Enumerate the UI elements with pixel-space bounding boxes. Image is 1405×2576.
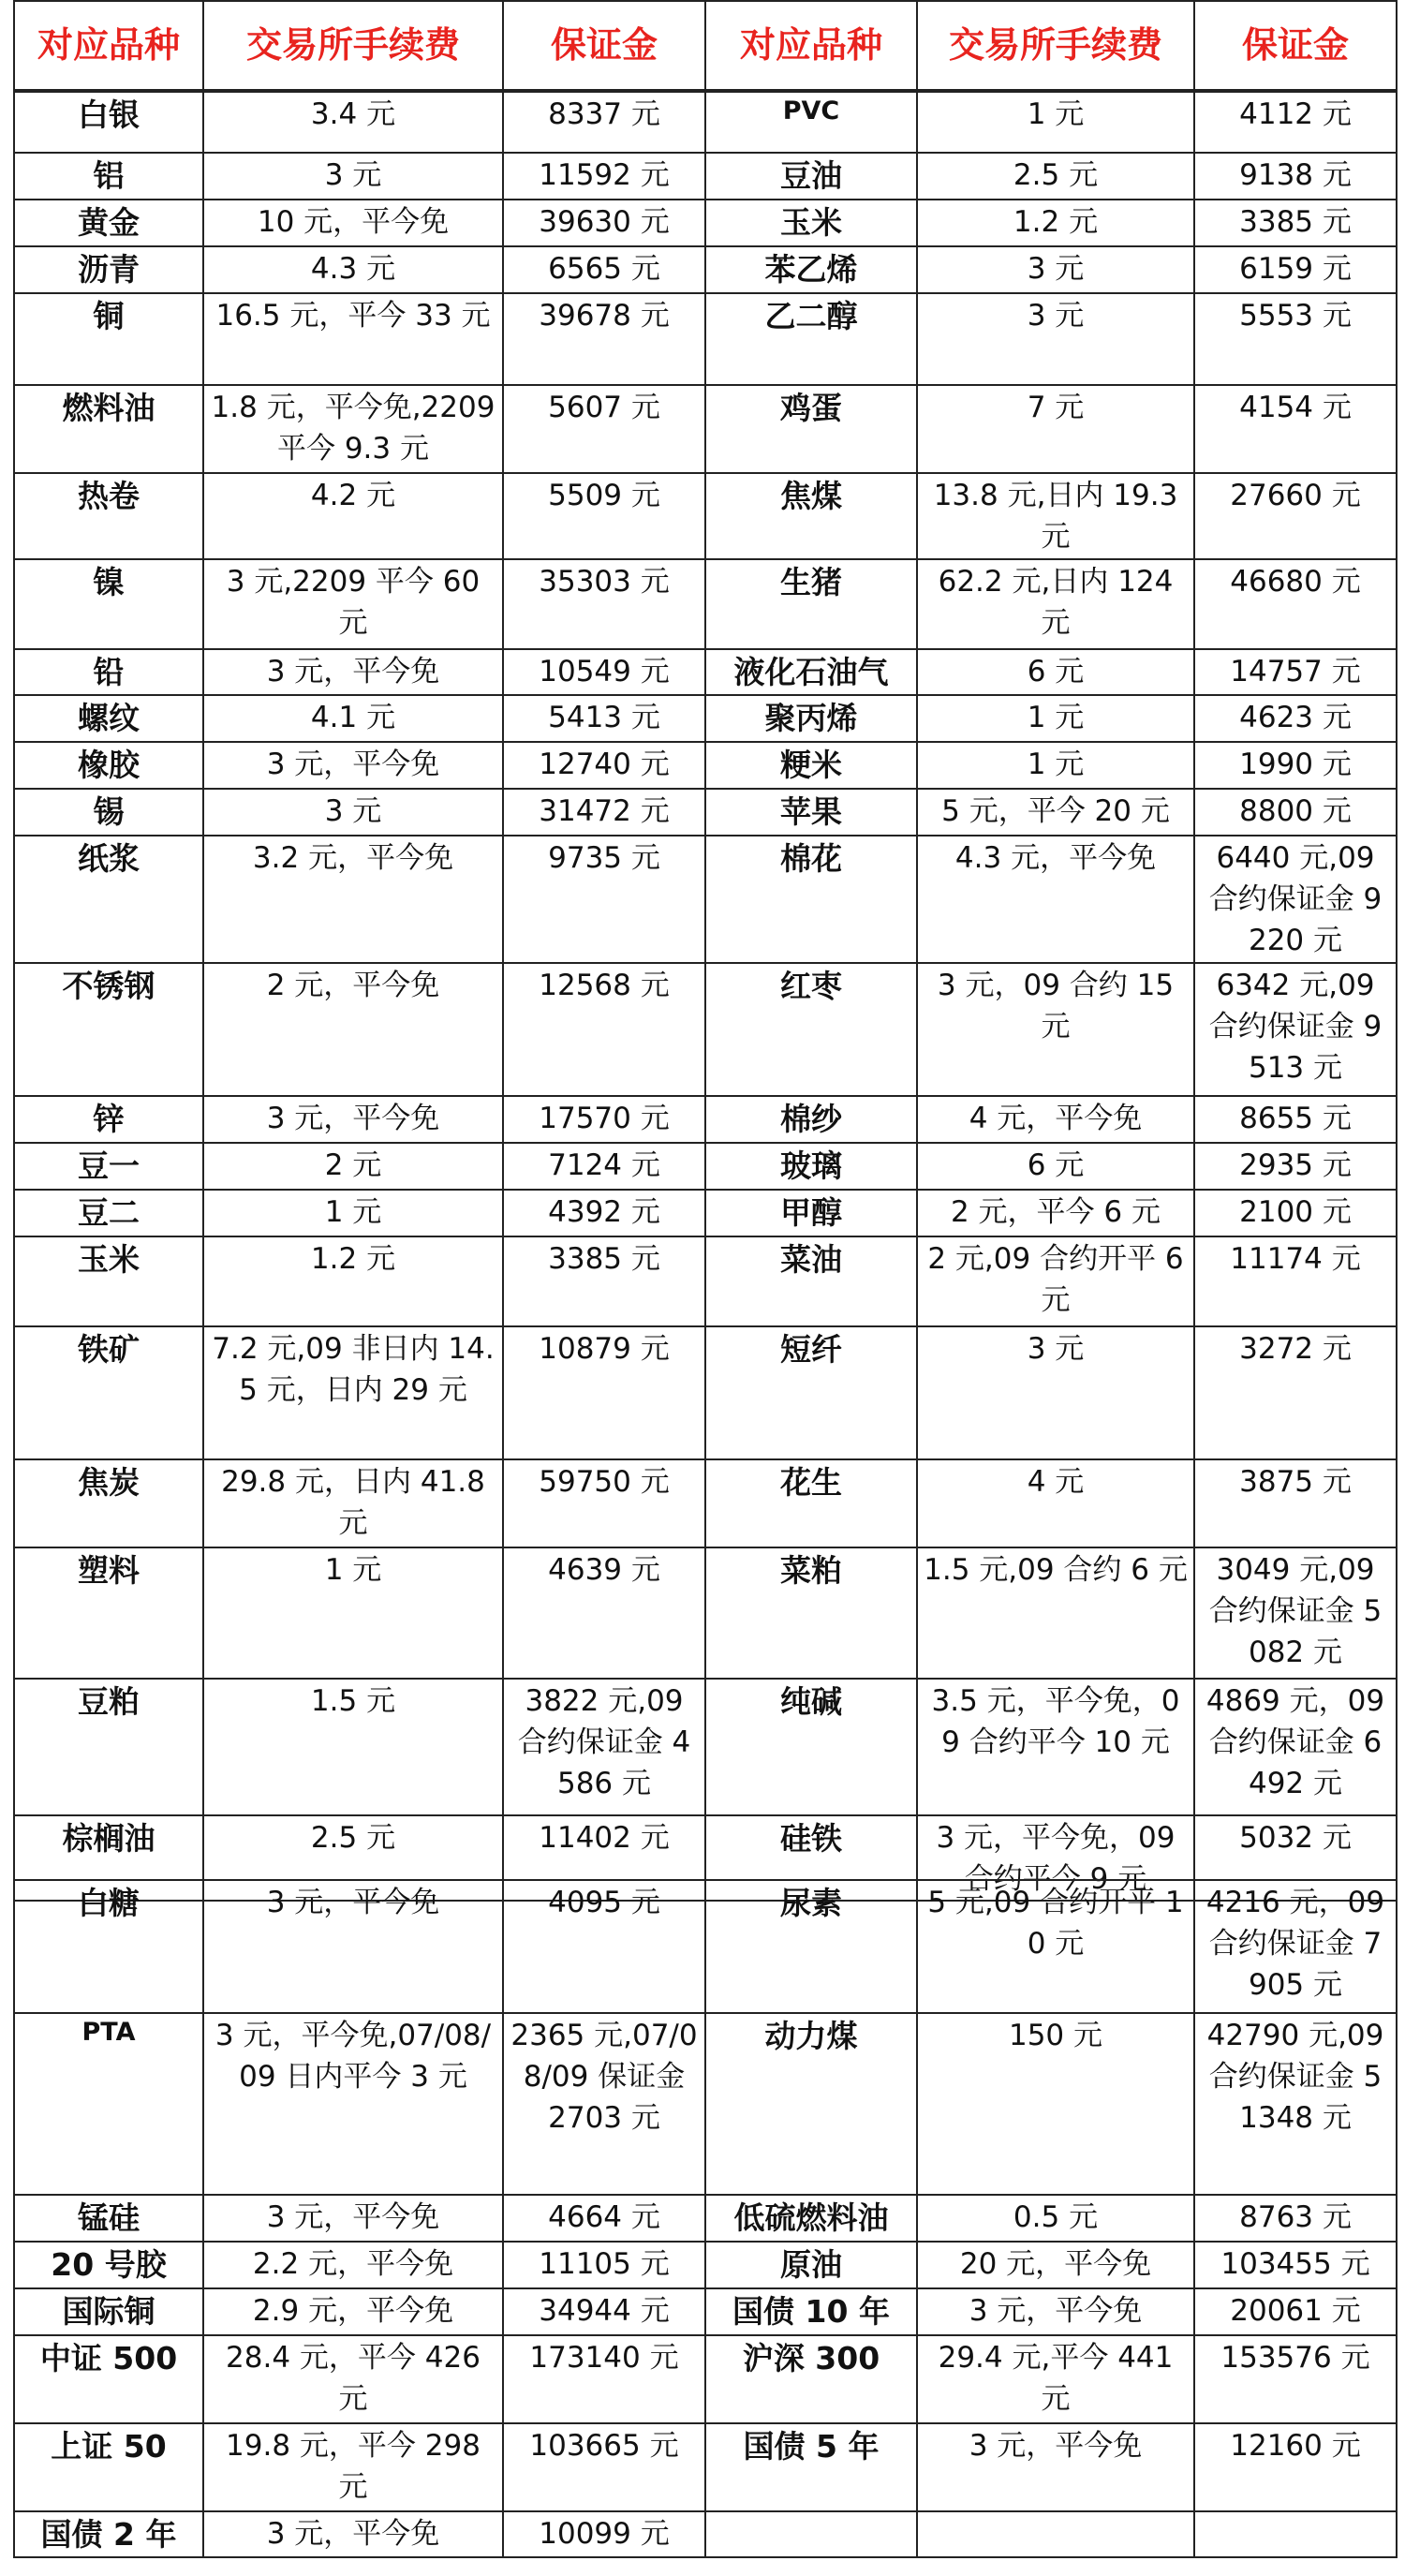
exchange-fee-cell: 5 元,09 合约开平 10 元 <box>917 1880 1194 2013</box>
product-name-cell: 菜油 <box>705 1236 917 1326</box>
margin-cell: 8763 元 <box>1194 2195 1397 2242</box>
table-row <box>14 836 1397 963</box>
margin-cell: 4095 元 <box>503 1880 705 2013</box>
margin-cell: 2935 元 <box>1194 1143 1397 1190</box>
exchange-fee-cell: 20 元，平今免 <box>917 2242 1194 2288</box>
table-row <box>14 1326 1397 1459</box>
table-row <box>14 293 1397 385</box>
exchange-fee-cell: 1 元 <box>203 1190 503 1236</box>
margin-cell: 8655 元 <box>1194 1096 1397 1143</box>
product-name-cell: 棉纱 <box>705 1096 917 1143</box>
product-name-cell: 豆粕 <box>14 1679 203 1815</box>
table-row <box>14 2335 1397 2423</box>
product-name-cell: 沥青 <box>14 246 203 293</box>
exchange-fee-cell: 3 元，平今免 <box>917 2288 1194 2335</box>
table-row <box>14 473 1397 559</box>
margin-cell: 39678 元 <box>503 293 705 385</box>
product-name-cell: 动力煤 <box>705 2013 917 2195</box>
margin-cell: 7124 元 <box>503 1143 705 1190</box>
margin-cell: 6342 元,09 合约保证金 9513 元 <box>1194 963 1397 1096</box>
product-name-cell: 黄金 <box>14 200 203 246</box>
fee-margin-table-part1 <box>13 0 1398 1902</box>
product-name-cell: 苹果 <box>705 789 917 836</box>
margin-cell: 4154 元 <box>1194 385 1397 473</box>
margin-cell: 12740 元 <box>503 742 705 789</box>
margin-cell: 5032 元 <box>1194 1815 1397 1901</box>
margin-cell: 11402 元 <box>503 1815 705 1901</box>
exchange-fee-cell: 3 元，平今免 <box>203 2195 503 2242</box>
margin-cell: 5607 元 <box>503 385 705 473</box>
exchange-fee-cell: 3 元，平今免,07/08/09 日内平今 3 元 <box>203 2013 503 2195</box>
table-row <box>14 2013 1397 2195</box>
product-name-cell: 液化石油气 <box>705 649 917 696</box>
margin-cell: 14757 元 <box>1194 649 1397 696</box>
product-name-cell: 铝 <box>14 153 203 200</box>
margin-cell <box>1194 2511 1397 2558</box>
product-name-cell: 甲醇 <box>705 1190 917 1236</box>
margin-cell: 9735 元 <box>503 836 705 963</box>
product-name-cell: 塑料 <box>14 1547 203 1679</box>
fee-margin-table-part2 <box>13 1879 1398 2558</box>
header-product: 对应品种 <box>14 1 203 91</box>
header-margin: 保证金 <box>503 1 705 91</box>
product-name-cell: 燃料油 <box>14 385 203 473</box>
exchange-fee-cell: 1.2 元 <box>917 200 1194 246</box>
table-row <box>14 2242 1397 2288</box>
margin-cell: 173140 元 <box>503 2335 705 2423</box>
exchange-fee-cell: 3.5 元，平今免，09 合约平今 10 元 <box>917 1679 1194 1815</box>
exchange-fee-cell: 3.2 元，平今免 <box>203 836 503 963</box>
margin-cell: 31472 元 <box>503 789 705 836</box>
exchange-fee-cell: 3 元 <box>203 789 503 836</box>
product-name-cell: 玉米 <box>14 1236 203 1326</box>
margin-cell: 3049 元,09 合约保证金 5082 元 <box>1194 1547 1397 1679</box>
product-name-cell: 上证 50 <box>14 2423 203 2511</box>
exchange-fee-cell: 28.4 元，平今 426 元 <box>203 2335 503 2423</box>
margin-cell: 8800 元 <box>1194 789 1397 836</box>
margin-cell: 3385 元 <box>1194 200 1397 246</box>
margin-cell: 17570 元 <box>503 1096 705 1143</box>
exchange-fee-cell: 1.5 元,09 合约 6 元 <box>917 1547 1194 1679</box>
table-body <box>14 91 1397 1901</box>
product-name-cell: 锰硅 <box>14 2195 203 2242</box>
table-row <box>14 789 1397 836</box>
exchange-fee-cell: 3 元 <box>917 1326 1194 1459</box>
exchange-fee-cell <box>917 2511 1194 2558</box>
margin-cell: 11592 元 <box>503 153 705 200</box>
exchange-fee-cell: 1 元 <box>917 91 1194 153</box>
product-name-cell: PTA <box>14 2013 203 2195</box>
exchange-fee-cell: 1 元 <box>917 742 1194 789</box>
margin-cell: 8337 元 <box>503 91 705 153</box>
exchange-fee-cell: 3 元，平今免，09 合约平今 9 元 <box>917 1815 1194 1901</box>
exchange-fee-cell: 2 元,09 合约开平 6 元 <box>917 1236 1194 1326</box>
margin-cell: 20061 元 <box>1194 2288 1397 2335</box>
margin-cell: 4664 元 <box>503 2195 705 2242</box>
exchange-fee-cell: 5 元，平今 20 元 <box>917 789 1194 836</box>
product-name-cell: 菜粕 <box>705 1547 917 1679</box>
margin-cell: 103665 元 <box>503 2423 705 2511</box>
exchange-fee-cell: 3 元，平今免 <box>203 1880 503 2013</box>
table-row <box>14 246 1397 293</box>
product-name-cell: 不锈钢 <box>14 963 203 1096</box>
exchange-fee-cell: 3 元 <box>203 153 503 200</box>
table-body <box>14 1880 1397 2557</box>
product-name-cell: 花生 <box>705 1459 917 1547</box>
table-row <box>14 1236 1397 1326</box>
exchange-fee-cell: 2 元，平今 6 元 <box>917 1190 1194 1236</box>
table-row <box>14 385 1397 473</box>
exchange-fee-cell: 6 元 <box>917 649 1194 696</box>
margin-cell: 9138 元 <box>1194 153 1397 200</box>
margin-cell: 2100 元 <box>1194 1190 1397 1236</box>
margin-cell: 12568 元 <box>503 963 705 1096</box>
table-row <box>14 695 1397 742</box>
exchange-fee-cell: 29.8 元，日内 41.8 元 <box>203 1459 503 1547</box>
table-row <box>14 1880 1397 2013</box>
margin-cell: 4216 元，09 合约保证金 7905 元 <box>1194 1880 1397 2013</box>
product-name-cell: 豆一 <box>14 1143 203 1190</box>
margin-cell: 153576 元 <box>1194 2335 1397 2423</box>
product-name-cell: 国债 10 年 <box>705 2288 917 2335</box>
header-exchange-fee: 交易所手续费 <box>203 1 503 91</box>
exchange-fee-cell: 13.8 元,日内 19.3 元 <box>917 473 1194 559</box>
product-name-cell: 纯碱 <box>705 1679 917 1815</box>
table-row <box>14 2288 1397 2335</box>
exchange-fee-cell: 150 元 <box>917 2013 1194 2195</box>
exchange-fee-cell: 1 元 <box>203 1547 503 1679</box>
table-row <box>14 1096 1397 1143</box>
product-name-cell: 乙二醇 <box>705 293 917 385</box>
product-name-cell: 原油 <box>705 2242 917 2288</box>
exchange-fee-cell: 10 元，平今免 <box>203 200 503 246</box>
exchange-fee-cell: 2.2 元，平今免 <box>203 2242 503 2288</box>
margin-cell: 6565 元 <box>503 246 705 293</box>
margin-cell: 42790 元,09 合约保证金 51348 元 <box>1194 2013 1397 2195</box>
exchange-fee-cell: 2 元 <box>203 1143 503 1190</box>
product-name-cell <box>705 2511 917 2558</box>
product-name-cell: 玻璃 <box>705 1143 917 1190</box>
exchange-fee-cell: 2.5 元 <box>917 153 1194 200</box>
margin-cell: 3875 元 <box>1194 1459 1397 1547</box>
margin-cell: 59750 元 <box>503 1459 705 1547</box>
margin-cell: 3822 元,09 合约保证金 4586 元 <box>503 1679 705 1815</box>
exchange-fee-cell: 29.4 元,平今 441 元 <box>917 2335 1194 2423</box>
product-name-cell: 国际铜 <box>14 2288 203 2335</box>
margin-cell: 4392 元 <box>503 1190 705 1236</box>
product-name-cell: 豆油 <box>705 153 917 200</box>
table-row <box>14 2195 1397 2242</box>
table-row <box>14 1679 1397 1815</box>
exchange-fee-cell: 2.5 元 <box>203 1815 503 1901</box>
margin-cell: 103455 元 <box>1194 2242 1397 2288</box>
product-name-cell: 白银 <box>14 91 203 153</box>
exchange-fee-cell: 1.2 元 <box>203 1236 503 1326</box>
margin-cell: 5413 元 <box>503 695 705 742</box>
margin-cell: 27660 元 <box>1194 473 1397 559</box>
margin-cell: 35303 元 <box>503 559 705 649</box>
table-row <box>14 963 1397 1096</box>
margin-cell: 10879 元 <box>503 1326 705 1459</box>
table-row <box>14 1190 1397 1236</box>
product-name-cell: 国债 2 年 <box>14 2511 203 2558</box>
exchange-fee-cell: 3 元，平今免 <box>203 742 503 789</box>
margin-cell: 39630 元 <box>503 200 705 246</box>
exchange-fee-cell: 3.4 元 <box>203 91 503 153</box>
margin-cell: 34944 元 <box>503 2288 705 2335</box>
margin-cell: 4869 元，09 合约保证金 6492 元 <box>1194 1679 1397 1815</box>
exchange-fee-cell: 7.2 元,09 非日内 14.5 元，日内 29 元 <box>203 1326 503 1459</box>
product-name-cell: 红枣 <box>705 963 917 1096</box>
exchange-fee-cell: 2.9 元，平今免 <box>203 2288 503 2335</box>
margin-cell: 1990 元 <box>1194 742 1397 789</box>
margin-cell: 4639 元 <box>503 1547 705 1679</box>
header-product: 对应品种 <box>705 1 917 91</box>
exchange-fee-cell: 4.3 元，平今免 <box>917 836 1194 963</box>
product-name-cell: 粳米 <box>705 742 917 789</box>
exchange-fee-cell: 3 元 <box>917 246 1194 293</box>
margin-cell: 3272 元 <box>1194 1326 1397 1459</box>
margin-cell: 5553 元 <box>1194 293 1397 385</box>
exchange-fee-cell: 3 元，平今免 <box>203 649 503 696</box>
product-name-cell: 热卷 <box>14 473 203 559</box>
product-name-cell: 玉米 <box>705 200 917 246</box>
exchange-fee-cell: 6 元 <box>917 1143 1194 1190</box>
product-name-cell: 锡 <box>14 789 203 836</box>
table-row <box>14 2423 1397 2511</box>
product-name-cell: 生猪 <box>705 559 917 649</box>
header-row <box>14 1 1397 91</box>
exchange-fee-cell: 3 元，09 合约 15 元 <box>917 963 1194 1096</box>
product-name-cell: 硅铁 <box>705 1815 917 1901</box>
product-name-cell: 铅 <box>14 649 203 696</box>
product-name-cell: 尿素 <box>705 1880 917 2013</box>
table-row <box>14 559 1397 649</box>
table-row <box>14 1143 1397 1190</box>
table-row <box>14 2511 1397 2558</box>
product-name-cell: 镍 <box>14 559 203 649</box>
product-name-cell: 纸浆 <box>14 836 203 963</box>
exchange-fee-cell: 3 元,2209 平今 60 元 <box>203 559 503 649</box>
exchange-fee-cell: 2 元，平今免 <box>203 963 503 1096</box>
exchange-fee-cell: 62.2 元,日内 124 元 <box>917 559 1194 649</box>
exchange-fee-cell: 3 元，平今免 <box>203 1096 503 1143</box>
exchange-fee-cell: 4.2 元 <box>203 473 503 559</box>
margin-cell: 10549 元 <box>503 649 705 696</box>
header-exchange-fee: 交易所手续费 <box>917 1 1194 91</box>
product-name-cell: 中证 500 <box>14 2335 203 2423</box>
margin-cell: 6159 元 <box>1194 246 1397 293</box>
product-name-cell: 铁矿 <box>14 1326 203 1459</box>
margin-cell: 2365 元,07/08/09 保证金 2703 元 <box>503 2013 705 2195</box>
margin-cell: 4112 元 <box>1194 91 1397 153</box>
header-margin: 保证金 <box>1194 1 1397 91</box>
margin-cell: 12160 元 <box>1194 2423 1397 2511</box>
exchange-fee-cell: 3 元 <box>917 293 1194 385</box>
margin-cell: 5509 元 <box>503 473 705 559</box>
margin-cell: 3385 元 <box>503 1236 705 1326</box>
product-name-cell: 棕榈油 <box>14 1815 203 1901</box>
product-name-cell: 铜 <box>14 293 203 385</box>
margin-cell: 11105 元 <box>503 2242 705 2288</box>
product-name-cell: 聚丙烯 <box>705 695 917 742</box>
exchange-fee-cell: 1.5 元 <box>203 1679 503 1815</box>
product-name-cell: 低硫燃料油 <box>705 2195 917 2242</box>
margin-cell: 10099 元 <box>503 2511 705 2558</box>
exchange-fee-cell: 3 元，平今免 <box>203 2511 503 2558</box>
exchange-fee-cell: 4 元，平今免 <box>917 1096 1194 1143</box>
table-row <box>14 742 1397 789</box>
product-name-cell: 白糖 <box>14 1880 203 2013</box>
exchange-fee-cell: 1.8 元，平今免,2209 平今 9.3 元 <box>203 385 503 473</box>
product-name-cell: 沪深 300 <box>705 2335 917 2423</box>
table-row <box>14 153 1397 200</box>
exchange-fee-cell: 3 元，平今免 <box>917 2423 1194 2511</box>
margin-cell: 4623 元 <box>1194 695 1397 742</box>
margin-cell: 11174 元 <box>1194 1236 1397 1326</box>
product-name-cell: 20 号胶 <box>14 2242 203 2288</box>
product-name-cell: 锌 <box>14 1096 203 1143</box>
exchange-fee-cell: 1 元 <box>917 695 1194 742</box>
product-name-cell: 短纤 <box>705 1326 917 1459</box>
product-name-cell: 橡胶 <box>14 742 203 789</box>
product-name-cell: 国债 5 年 <box>705 2423 917 2511</box>
table-row <box>14 91 1397 153</box>
exchange-fee-cell: 4 元 <box>917 1459 1194 1547</box>
product-name-cell: 豆二 <box>14 1190 203 1236</box>
exchange-fee-cell: 16.5 元，平今 33 元 <box>203 293 503 385</box>
exchange-fee-cell: 7 元 <box>917 385 1194 473</box>
product-name-cell: 螺纹 <box>14 695 203 742</box>
table-row <box>14 649 1397 696</box>
product-name-cell: 苯乙烯 <box>705 246 917 293</box>
exchange-fee-cell: 4.3 元 <box>203 246 503 293</box>
margin-cell: 46680 元 <box>1194 559 1397 649</box>
table-row <box>14 1547 1397 1679</box>
product-name-cell: 焦煤 <box>705 473 917 559</box>
exchange-fee-cell: 0.5 元 <box>917 2195 1194 2242</box>
exchange-fee-cell: 4.1 元 <box>203 695 503 742</box>
product-name-cell: 鸡蛋 <box>705 385 917 473</box>
table-row <box>14 1459 1397 1547</box>
product-name-cell: 焦炭 <box>14 1459 203 1547</box>
exchange-fee-cell: 19.8 元，平今 298 元 <box>203 2423 503 2511</box>
product-name-cell: 棉花 <box>705 836 917 963</box>
product-name-cell: PVC <box>705 91 917 153</box>
table-row <box>14 200 1397 246</box>
margin-cell: 6440 元,09 合约保证金 9220 元 <box>1194 836 1397 963</box>
